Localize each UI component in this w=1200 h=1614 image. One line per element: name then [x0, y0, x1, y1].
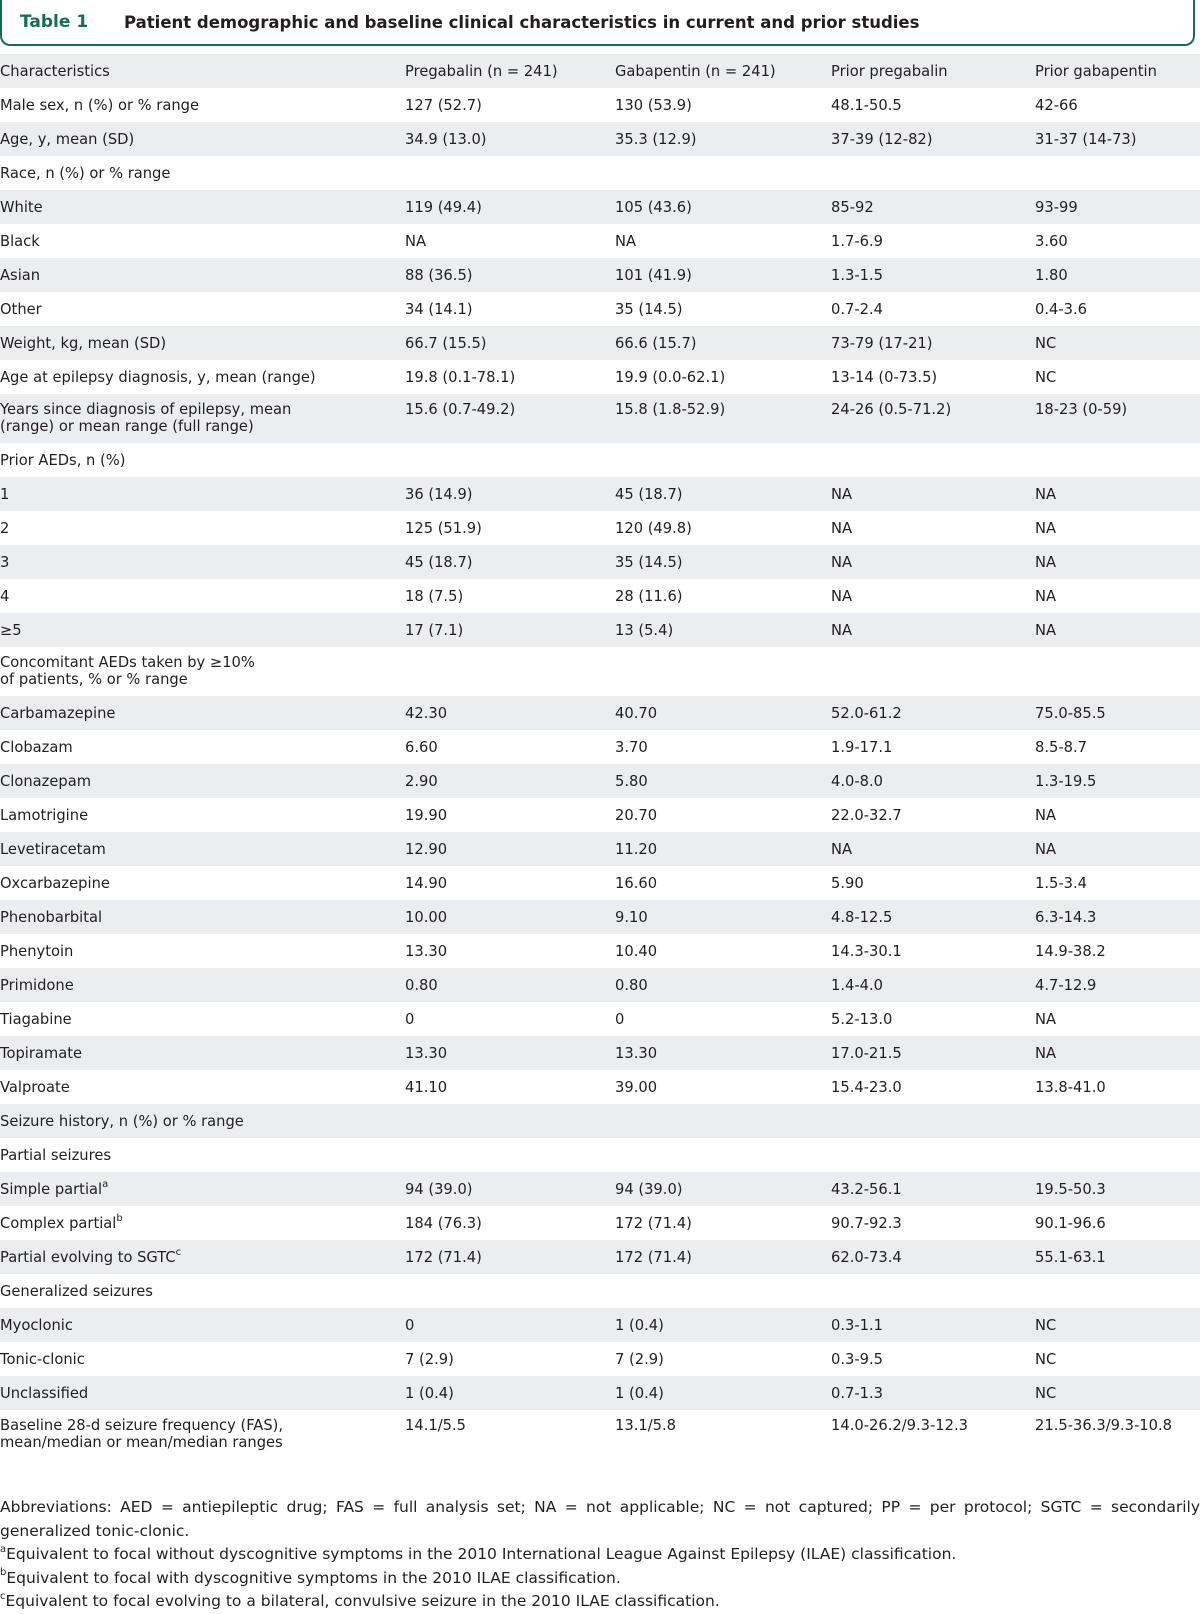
pregabalin-value: 36 (14.9) — [405, 486, 473, 503]
prior-gabapentin-value — [1035, 1274, 1200, 1308]
table-title-bar — [0, 0, 1195, 46]
table-row — [0, 1342, 1200, 1376]
pregabalin-value: 1 (0.4) — [405, 1385, 454, 1402]
row-label: Race, n (%) or % range — [0, 165, 171, 182]
gabapentin-value: 20.70 — [615, 807, 658, 824]
row-label: Years since diagnosis of epilepsy, mean (range) or mean range (full range) — [0, 401, 292, 435]
table-row — [0, 1274, 1200, 1308]
pregabalin-value — [405, 1104, 615, 1138]
table-row — [0, 1070, 1200, 1104]
prior-pregabalin-value — [831, 1138, 1035, 1172]
gabapentin-value: 1 (0.4) — [615, 1317, 664, 1334]
prior-pregabalin-value: NA — [831, 588, 853, 605]
table-row — [0, 190, 1200, 224]
header-gabapentin: Gabapentin (n = 241) — [615, 63, 776, 80]
row-label: Lamotrigine — [0, 807, 89, 824]
row-label: Clonazepam — [0, 773, 92, 790]
gabapentin-value — [615, 443, 831, 477]
prior-pregabalin-value: 0.3-1.1 — [831, 1317, 884, 1334]
row-label: Carbamazepine — [0, 705, 116, 722]
gabapentin-value: 9.10 — [615, 909, 648, 926]
prior-gabapentin-value: 19.5-50.3 — [1035, 1181, 1106, 1198]
table-row — [0, 122, 1200, 156]
pregabalin-value: 88 (36.5) — [405, 267, 473, 284]
gabapentin-value: 7 (2.9) — [615, 1351, 664, 1368]
prior-gabapentin-value: 0.4-3.6 — [1035, 301, 1088, 318]
table-row — [0, 1206, 1200, 1240]
table-row — [0, 258, 1200, 292]
table-row — [0, 968, 1200, 1002]
table-row — [0, 326, 1200, 360]
gabapentin-value: 66.6 (15.7) — [615, 335, 697, 352]
gabapentin-value — [615, 1274, 831, 1308]
gabapentin-value: 40.70 — [615, 705, 658, 722]
gabapentin-value: 130 (53.9) — [615, 97, 692, 114]
pregabalin-value: 14.1/5.5 — [405, 1417, 467, 1434]
prior-pregabalin-value: NA — [831, 554, 853, 571]
prior-gabapentin-value: NC — [1035, 1385, 1057, 1402]
prior-pregabalin-value: 14.0-26.2/9.3-12.3 — [831, 1417, 969, 1434]
prior-gabapentin-value — [1035, 443, 1200, 477]
row-label: Phenytoin — [0, 943, 74, 960]
prior-pregabalin-value: 24-26 (0.5-71.2) — [831, 401, 952, 418]
row-label: Other — [0, 301, 42, 318]
prior-pregabalin-value: 22.0-32.7 — [831, 807, 902, 824]
prior-pregabalin-value — [831, 647, 1035, 696]
prior-pregabalin-value: 4.8-12.5 — [831, 909, 893, 926]
row-label: Oxcarbazepine — [0, 875, 110, 892]
prior-gabapentin-value: 75.0-85.5 — [1035, 705, 1106, 722]
prior-gabapentin-value: 14.9-38.2 — [1035, 943, 1106, 960]
gabapentin-value: 16.60 — [615, 875, 658, 892]
prior-gabapentin-value: 3.60 — [1035, 233, 1068, 250]
header-pregabalin: Pregabalin (n = 241) — [405, 63, 558, 80]
gabapentin-value — [615, 156, 831, 190]
pregabalin-value: 0.80 — [405, 977, 438, 994]
prior-pregabalin-value: 5.90 — [831, 875, 864, 892]
table-row — [0, 1308, 1200, 1342]
row-label: Unclassified — [0, 1385, 89, 1402]
row-label: Concomitant AEDs taken by ≥10% of patients, % or % range — [0, 654, 255, 688]
prior-gabapentin-value: NC — [1035, 1317, 1057, 1334]
row-label: Myoclonic — [0, 1317, 73, 1334]
prior-pregabalin-value: 0.7-2.4 — [831, 301, 884, 318]
prior-pregabalin-value: NA — [831, 841, 853, 858]
prior-gabapentin-value — [1035, 156, 1200, 190]
pregabalin-value: 7 (2.9) — [405, 1351, 454, 1368]
prior-pregabalin-value: NA — [831, 622, 853, 639]
row-label: Black — [0, 233, 40, 250]
row-label: Levetiracetam — [0, 841, 106, 858]
row-label: Male sex, n (%) or % range — [0, 97, 200, 114]
row-label: Partial seizures — [0, 1147, 112, 1164]
pregabalin-value — [405, 1138, 615, 1172]
gabapentin-value: 13 (5.4) — [615, 622, 674, 639]
row-label: Simple partial$^a$ — [0, 1179, 109, 1198]
table-row — [0, 1240, 1200, 1274]
prior-pregabalin-value: 0.7-1.3 — [831, 1385, 884, 1402]
prior-gabapentin-value: NA — [1035, 807, 1057, 824]
row-label: Tonic-clonic — [0, 1351, 85, 1368]
header-prior-pregabalin: Prior pregabalin — [831, 63, 948, 80]
pregabalin-value: 172 (71.4) — [405, 1249, 482, 1266]
row-label: Age at epilepsy diagnosis, y, mean (range) — [0, 369, 316, 386]
gabapentin-value: 35.3 (12.9) — [615, 131, 697, 148]
pregabalin-value: 18 (7.5) — [405, 588, 464, 605]
table-row — [0, 477, 1200, 511]
row-label: White — [0, 199, 43, 216]
pregabalin-value: 10.00 — [405, 909, 448, 926]
prior-pregabalin-value — [831, 1274, 1035, 1308]
pregabalin-value: 0 — [405, 1317, 415, 1334]
pregabalin-value: 42.30 — [405, 705, 448, 722]
row-label: Weight, kg, mean (SD) — [0, 335, 167, 352]
header-prior-gabapentin: Prior gabapentin — [1035, 63, 1157, 80]
pregabalin-value: NA — [405, 233, 427, 250]
row-label: Seizure history, n (%) or % range — [0, 1113, 244, 1130]
row-label: Phenobarbital — [0, 909, 103, 926]
table-row — [0, 394, 1200, 443]
table-row — [0, 292, 1200, 326]
prior-pregabalin-value: 85-92 — [831, 199, 874, 216]
table-row — [0, 1138, 1200, 1172]
row-label: Asian — [0, 267, 41, 284]
table-row — [0, 934, 1200, 968]
gabapentin-value — [615, 647, 831, 696]
prior-pregabalin-value: 43.2-56.1 — [831, 1181, 902, 1198]
table-row — [0, 88, 1200, 122]
pregabalin-value: 94 (39.0) — [405, 1181, 473, 1198]
pregabalin-value — [405, 647, 615, 696]
pregabalin-value: 119 (49.4) — [405, 199, 482, 216]
prior-gabapentin-value: NA — [1035, 588, 1057, 605]
table-row — [0, 696, 1200, 730]
gabapentin-value: 15.8 (1.8-52.9) — [615, 401, 726, 418]
prior-gabapentin-value — [1035, 1104, 1200, 1138]
prior-gabapentin-value: 1.80 — [1035, 267, 1068, 284]
row-label: Partial evolving to SGTC$^c$ — [0, 1247, 182, 1266]
prior-pregabalin-value: 0.3-9.5 — [831, 1351, 884, 1368]
row-label: Valproate — [0, 1079, 70, 1096]
table-row — [0, 156, 1200, 190]
prior-pregabalin-value: NA — [831, 486, 853, 503]
header-characteristics: Characteristics — [0, 63, 110, 80]
pregabalin-value: 12.90 — [405, 841, 448, 858]
row-label: Clobazam — [0, 739, 73, 756]
table-row — [0, 764, 1200, 798]
gabapentin-value: 19.9 (0.0-62.1) — [615, 369, 726, 386]
pregabalin-value: 66.7 (15.5) — [405, 335, 487, 352]
table-header-row — [0, 54, 1200, 88]
table-row — [0, 579, 1200, 613]
prior-pregabalin-value: 17.0-21.5 — [831, 1045, 902, 1062]
gabapentin-value: 3.70 — [615, 739, 648, 756]
gabapentin-value: 13.1/5.8 — [615, 1417, 677, 1434]
prior-gabapentin-value: 21.5-36.3/9.3-10.8 — [1035, 1417, 1173, 1434]
prior-pregabalin-value: 1.4-4.0 — [831, 977, 884, 994]
gabapentin-value: 105 (43.6) — [615, 199, 692, 216]
gabapentin-value: 172 (71.4) — [615, 1215, 692, 1232]
table-row — [0, 832, 1200, 866]
table-row — [0, 1104, 1200, 1138]
prior-gabapentin-value: 1.5-3.4 — [1035, 875, 1088, 892]
table-row — [0, 443, 1200, 477]
pregabalin-value: 19.90 — [405, 807, 448, 824]
prior-pregabalin-value: 48.1-50.5 — [831, 97, 902, 114]
pregabalin-value: 45 (18.7) — [405, 554, 473, 571]
gabapentin-value — [615, 1104, 831, 1138]
pregabalin-value — [405, 1274, 615, 1308]
prior-pregabalin-value: 15.4-23.0 — [831, 1079, 902, 1096]
prior-pregabalin-value: 62.0-73.4 — [831, 1249, 902, 1266]
pregabalin-value: 127 (52.7) — [405, 97, 482, 114]
pregabalin-value: 41.10 — [405, 1079, 448, 1096]
prior-gabapentin-value — [1035, 647, 1200, 696]
pregabalin-value: 19.8 (0.1-78.1) — [405, 369, 516, 386]
prior-gabapentin-value: NA — [1035, 520, 1057, 537]
pregabalin-value: 34.9 (13.0) — [405, 131, 487, 148]
pregabalin-value: 125 (51.9) — [405, 520, 482, 537]
prior-gabapentin-value — [1035, 1138, 1200, 1172]
gabapentin-value: 0.80 — [615, 977, 648, 994]
row-label: Baseline 28-d seizure frequency (FAS), mean/median or mean/median ranges — [0, 1417, 284, 1451]
row-label: Tiagabine — [0, 1011, 72, 1028]
table-row — [0, 1002, 1200, 1036]
gabapentin-value — [615, 1138, 831, 1172]
row-label: 4 — [0, 588, 10, 605]
gabapentin-value: 35 (14.5) — [615, 301, 683, 318]
footnote-a: $^a$Equivalent to focal without dyscognitive symptoms in the 2010 International League Against Epilepsy (ILAE) classification. — [0, 1543, 957, 1563]
prior-gabapentin-value: NC — [1035, 369, 1057, 386]
pregabalin-value: 184 (76.3) — [405, 1215, 482, 1232]
pregabalin-value: 0 — [405, 1011, 415, 1028]
prior-gabapentin-value: 6.3-14.3 — [1035, 909, 1097, 926]
prior-pregabalin-value: NA — [831, 520, 853, 537]
pregabalin-value: 13.30 — [405, 943, 448, 960]
prior-pregabalin-value: 52.0-61.2 — [831, 705, 902, 722]
table-row — [0, 224, 1200, 258]
prior-pregabalin-value: 14.3-30.1 — [831, 943, 902, 960]
row-label: Primidone — [0, 977, 74, 994]
prior-gabapentin-value: NA — [1035, 841, 1057, 858]
gabapentin-value: 172 (71.4) — [615, 1249, 692, 1266]
pregabalin-value: 17 (7.1) — [405, 622, 464, 639]
prior-gabapentin-value: NA — [1035, 1045, 1057, 1062]
prior-pregabalin-value: 1.3-1.5 — [831, 267, 884, 284]
gabapentin-value: 10.40 — [615, 943, 658, 960]
prior-gabapentin-value: NA — [1035, 486, 1057, 503]
gabapentin-value: 39.00 — [615, 1079, 658, 1096]
prior-gabapentin-value: NA — [1035, 622, 1057, 639]
prior-gabapentin-value: 13.8-41.0 — [1035, 1079, 1106, 1096]
table-row — [0, 866, 1200, 900]
prior-gabapentin-value: 90.1-96.6 — [1035, 1215, 1106, 1232]
table-row — [0, 1410, 1200, 1459]
table-row — [0, 647, 1200, 696]
row-label: Age, y, mean (SD) — [0, 131, 135, 148]
table-row — [0, 1376, 1200, 1410]
prior-pregabalin-value: 90.7-92.3 — [831, 1215, 902, 1232]
pregabalin-value: 13.30 — [405, 1045, 448, 1062]
gabapentin-value: 28 (11.6) — [615, 588, 683, 605]
table-row — [0, 730, 1200, 764]
prior-pregabalin-value: 5.2-13.0 — [831, 1011, 893, 1028]
footnote-c: $^c$Equivalent to focal evolving to a bilateral, convulsive seizure in the 2010 ILAE classification. — [0, 1590, 720, 1610]
gabapentin-value: 5.80 — [615, 773, 648, 790]
gabapentin-value: 13.30 — [615, 1045, 658, 1062]
characteristics-table — [0, 54, 1200, 1459]
prior-gabapentin-value: NA — [1035, 1011, 1057, 1028]
table-row — [0, 900, 1200, 934]
prior-pregabalin-value: 13-14 (0-73.5) — [831, 369, 938, 386]
prior-pregabalin-value: 1.7-6.9 — [831, 233, 884, 250]
table-row — [0, 1172, 1200, 1206]
table-row — [0, 613, 1200, 647]
gabapentin-value: 120 (49.8) — [615, 520, 692, 537]
row-label: Generalized seizures — [0, 1283, 153, 1300]
pregabalin-value — [405, 443, 615, 477]
gabapentin-value: 101 (41.9) — [615, 267, 692, 284]
pregabalin-value: 2.90 — [405, 773, 438, 790]
gabapentin-value: 1 (0.4) — [615, 1385, 664, 1402]
prior-gabapentin-value: 1.3-19.5 — [1035, 773, 1097, 790]
prior-pregabalin-value: 37-39 (12-82) — [831, 131, 933, 148]
row-label: Prior AEDs, n (%) — [0, 452, 126, 469]
prior-pregabalin-value — [831, 1104, 1035, 1138]
prior-gabapentin-value: NC — [1035, 1351, 1057, 1368]
prior-gabapentin-value: NA — [1035, 554, 1057, 571]
row-label: Topiramate — [0, 1045, 83, 1062]
row-label: Complex partial$^b$ — [0, 1213, 123, 1232]
gabapentin-value: 45 (18.7) — [615, 486, 683, 503]
prior-gabapentin-value: 55.1-63.1 — [1035, 1249, 1106, 1266]
pregabalin-value: 14.90 — [405, 875, 448, 892]
table-row — [0, 545, 1200, 579]
abbreviations-note: Abbreviations: AED = antiepileptic drug; FAS = full analysis set; NA = not applicable; NC = not captured; PP = per protocol; SGTC = secondarily generalized tonic-clonic. — [0, 1498, 1200, 1540]
table-footnotes — [0, 1496, 1200, 1614]
gabapentin-value: 35 (14.5) — [615, 554, 683, 571]
prior-pregabalin-value: 73-79 (17-21) — [831, 335, 933, 352]
table-number: Table 1 — [20, 12, 89, 32]
pregabalin-value: 15.6 (0.7-49.2) — [405, 401, 516, 418]
prior-gabapentin-value: NC — [1035, 335, 1057, 352]
row-label: 2 — [0, 520, 10, 537]
prior-pregabalin-value — [831, 443, 1035, 477]
gabapentin-value: 11.20 — [615, 841, 658, 858]
prior-gabapentin-value: 31-37 (14-73) — [1035, 131, 1137, 148]
table-row — [0, 360, 1200, 394]
prior-gabapentin-value: 8.5-8.7 — [1035, 739, 1088, 756]
prior-pregabalin-value — [831, 156, 1035, 190]
prior-gabapentin-value: 18-23 (0-59) — [1035, 401, 1128, 418]
pregabalin-value: 34 (14.1) — [405, 301, 473, 318]
prior-gabapentin-value: 93-99 — [1035, 199, 1078, 216]
row-label: 3 — [0, 554, 10, 571]
prior-pregabalin-value: 4.0-8.0 — [831, 773, 884, 790]
table-row — [0, 511, 1200, 545]
row-label: ≥5 — [0, 622, 22, 639]
row-label: 1 — [0, 486, 10, 503]
prior-gabapentin-value: 4.7-12.9 — [1035, 977, 1097, 994]
footnote-b: $^b$Equivalent to focal with dyscognitive symptoms in the 2010 ILAE classification. — [0, 1567, 621, 1587]
table-row — [0, 1036, 1200, 1070]
gabapentin-value: NA — [615, 233, 637, 250]
table-row — [0, 798, 1200, 832]
pregabalin-value — [405, 156, 615, 190]
gabapentin-value: 94 (39.0) — [615, 1181, 683, 1198]
pregabalin-value: 6.60 — [405, 739, 438, 756]
prior-pregabalin-value: 1.9-17.1 — [831, 739, 893, 756]
prior-gabapentin-value: 42-66 — [1035, 97, 1078, 114]
gabapentin-value: 0 — [615, 1011, 625, 1028]
table-title: Patient demographic and baseline clinical characteristics in current and prior studies — [124, 13, 920, 32]
